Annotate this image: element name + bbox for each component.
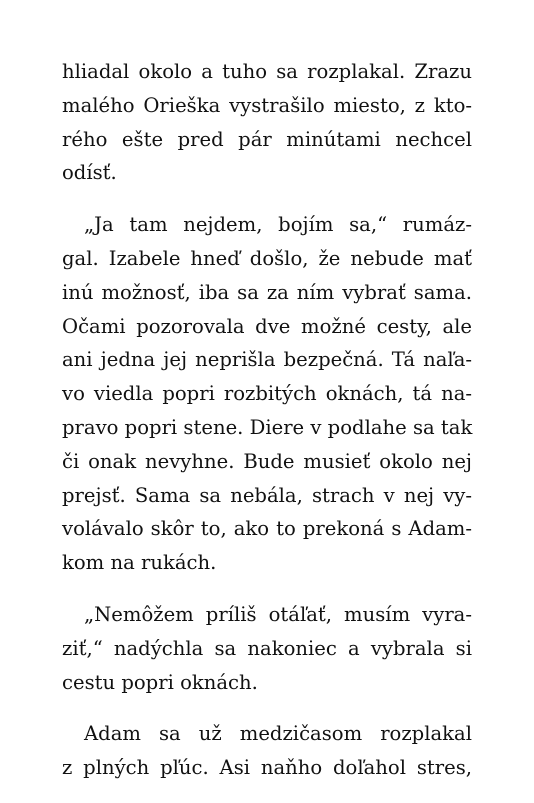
text-line: gal. Izabele hneď došlo, že nebude mať [62,246,472,270]
paragraph-4 [62,717,472,785]
text-line: „Nemôžem príliš otáľať, musím vyra- [84,602,472,626]
text-line: cestu popri oknách. [62,670,258,694]
paragraph-1 [62,55,472,190]
text-line: vo viedla popri rozbitých oknách, tá na- [62,382,472,406]
text-line: rého ešte pred pár minútami nechcel [62,127,472,151]
text-line: odísť. [62,161,117,185]
text-line: volávalo skôr to, ako to prekoná s Adam- [62,517,472,541]
text-line: pravo popri stene. Diere v podlahe sa tak [62,415,473,439]
paragraph-3 [62,598,472,699]
paragraph-2 [62,208,472,580]
text-line: ziť,“ nadýchla sa nakoniec a vybrala si [62,636,472,660]
text-line: či onak nevyhne. Bude musieť okolo nej [62,449,472,473]
text-line: prejsť. Sama sa nebála, strach v nej vy- [62,483,472,507]
text-line: kom na rukách. [62,551,217,575]
text-line: hliadal okolo a tuho sa rozplakal. Zrazu [62,60,472,83]
text-line: Očami pozorovala dve možné cesty, ale [62,314,472,338]
text-line: Adam sa už medzičasom rozplakal [84,722,472,746]
text-line: ani jedna jej neprišla bezpečná. Tá naľa- [62,348,472,372]
text-line: malého Orieška vystrašilo miesto, z kto- [62,93,472,117]
text-line: „Ja tam nejdem, bojím sa,“ rumáz- [84,213,472,237]
text-line: z plných pľúc. Asi naňho doľahol stres, [62,756,472,780]
text-line: inú možnosť, iba sa za ním vybrať sama. [62,280,472,304]
book-page [62,55,472,803]
